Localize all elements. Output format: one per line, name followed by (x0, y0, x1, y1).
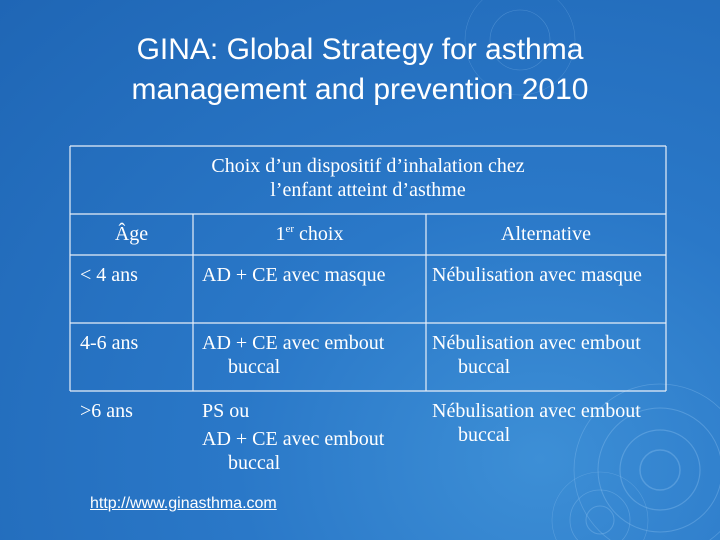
header-first-choice-number: 1 (275, 223, 286, 245)
table-caption (70, 154, 666, 202)
header-first-choice-superscript: er (285, 223, 295, 235)
row-2-first-choice: AD + CE avec embout buccal (202, 332, 385, 378)
row-3-first-choice-line-1: PS ou (202, 400, 250, 422)
row-1-first-choice: AD + CE avec masque (202, 264, 386, 286)
row-1-alternative: Nébulisation avec masque (432, 264, 642, 286)
row-2-alternative: Nébulisation avec embout buccal (432, 332, 641, 378)
slide-title-line-1: GINA: Global Strategy for asthma (136, 33, 584, 66)
row-3-age: >6 ans (80, 400, 133, 422)
row-2-age: 4-6 ans (80, 332, 139, 354)
table-caption-line-1: Choix d’un dispositif d’inhalation chez (211, 155, 525, 177)
header-alternative: Alternative (501, 223, 591, 245)
header-first-choice-word: choix (299, 223, 344, 245)
gina-website-link[interactable]: http://www.ginasthma.com (90, 495, 277, 512)
header-first-choice (193, 222, 426, 246)
slide-title-line-2: management and prevention 2010 (131, 73, 589, 106)
row-3-alternative: Nébulisation avec embout buccal (432, 400, 641, 446)
row-3-first-choice-line-2: AD + CE avec embout buccal (202, 428, 385, 474)
row-1-age: < 4 ans (80, 264, 138, 286)
table-caption-line-2: l’enfant atteint d’asthme (270, 179, 466, 201)
header-age: Âge (114, 223, 149, 245)
